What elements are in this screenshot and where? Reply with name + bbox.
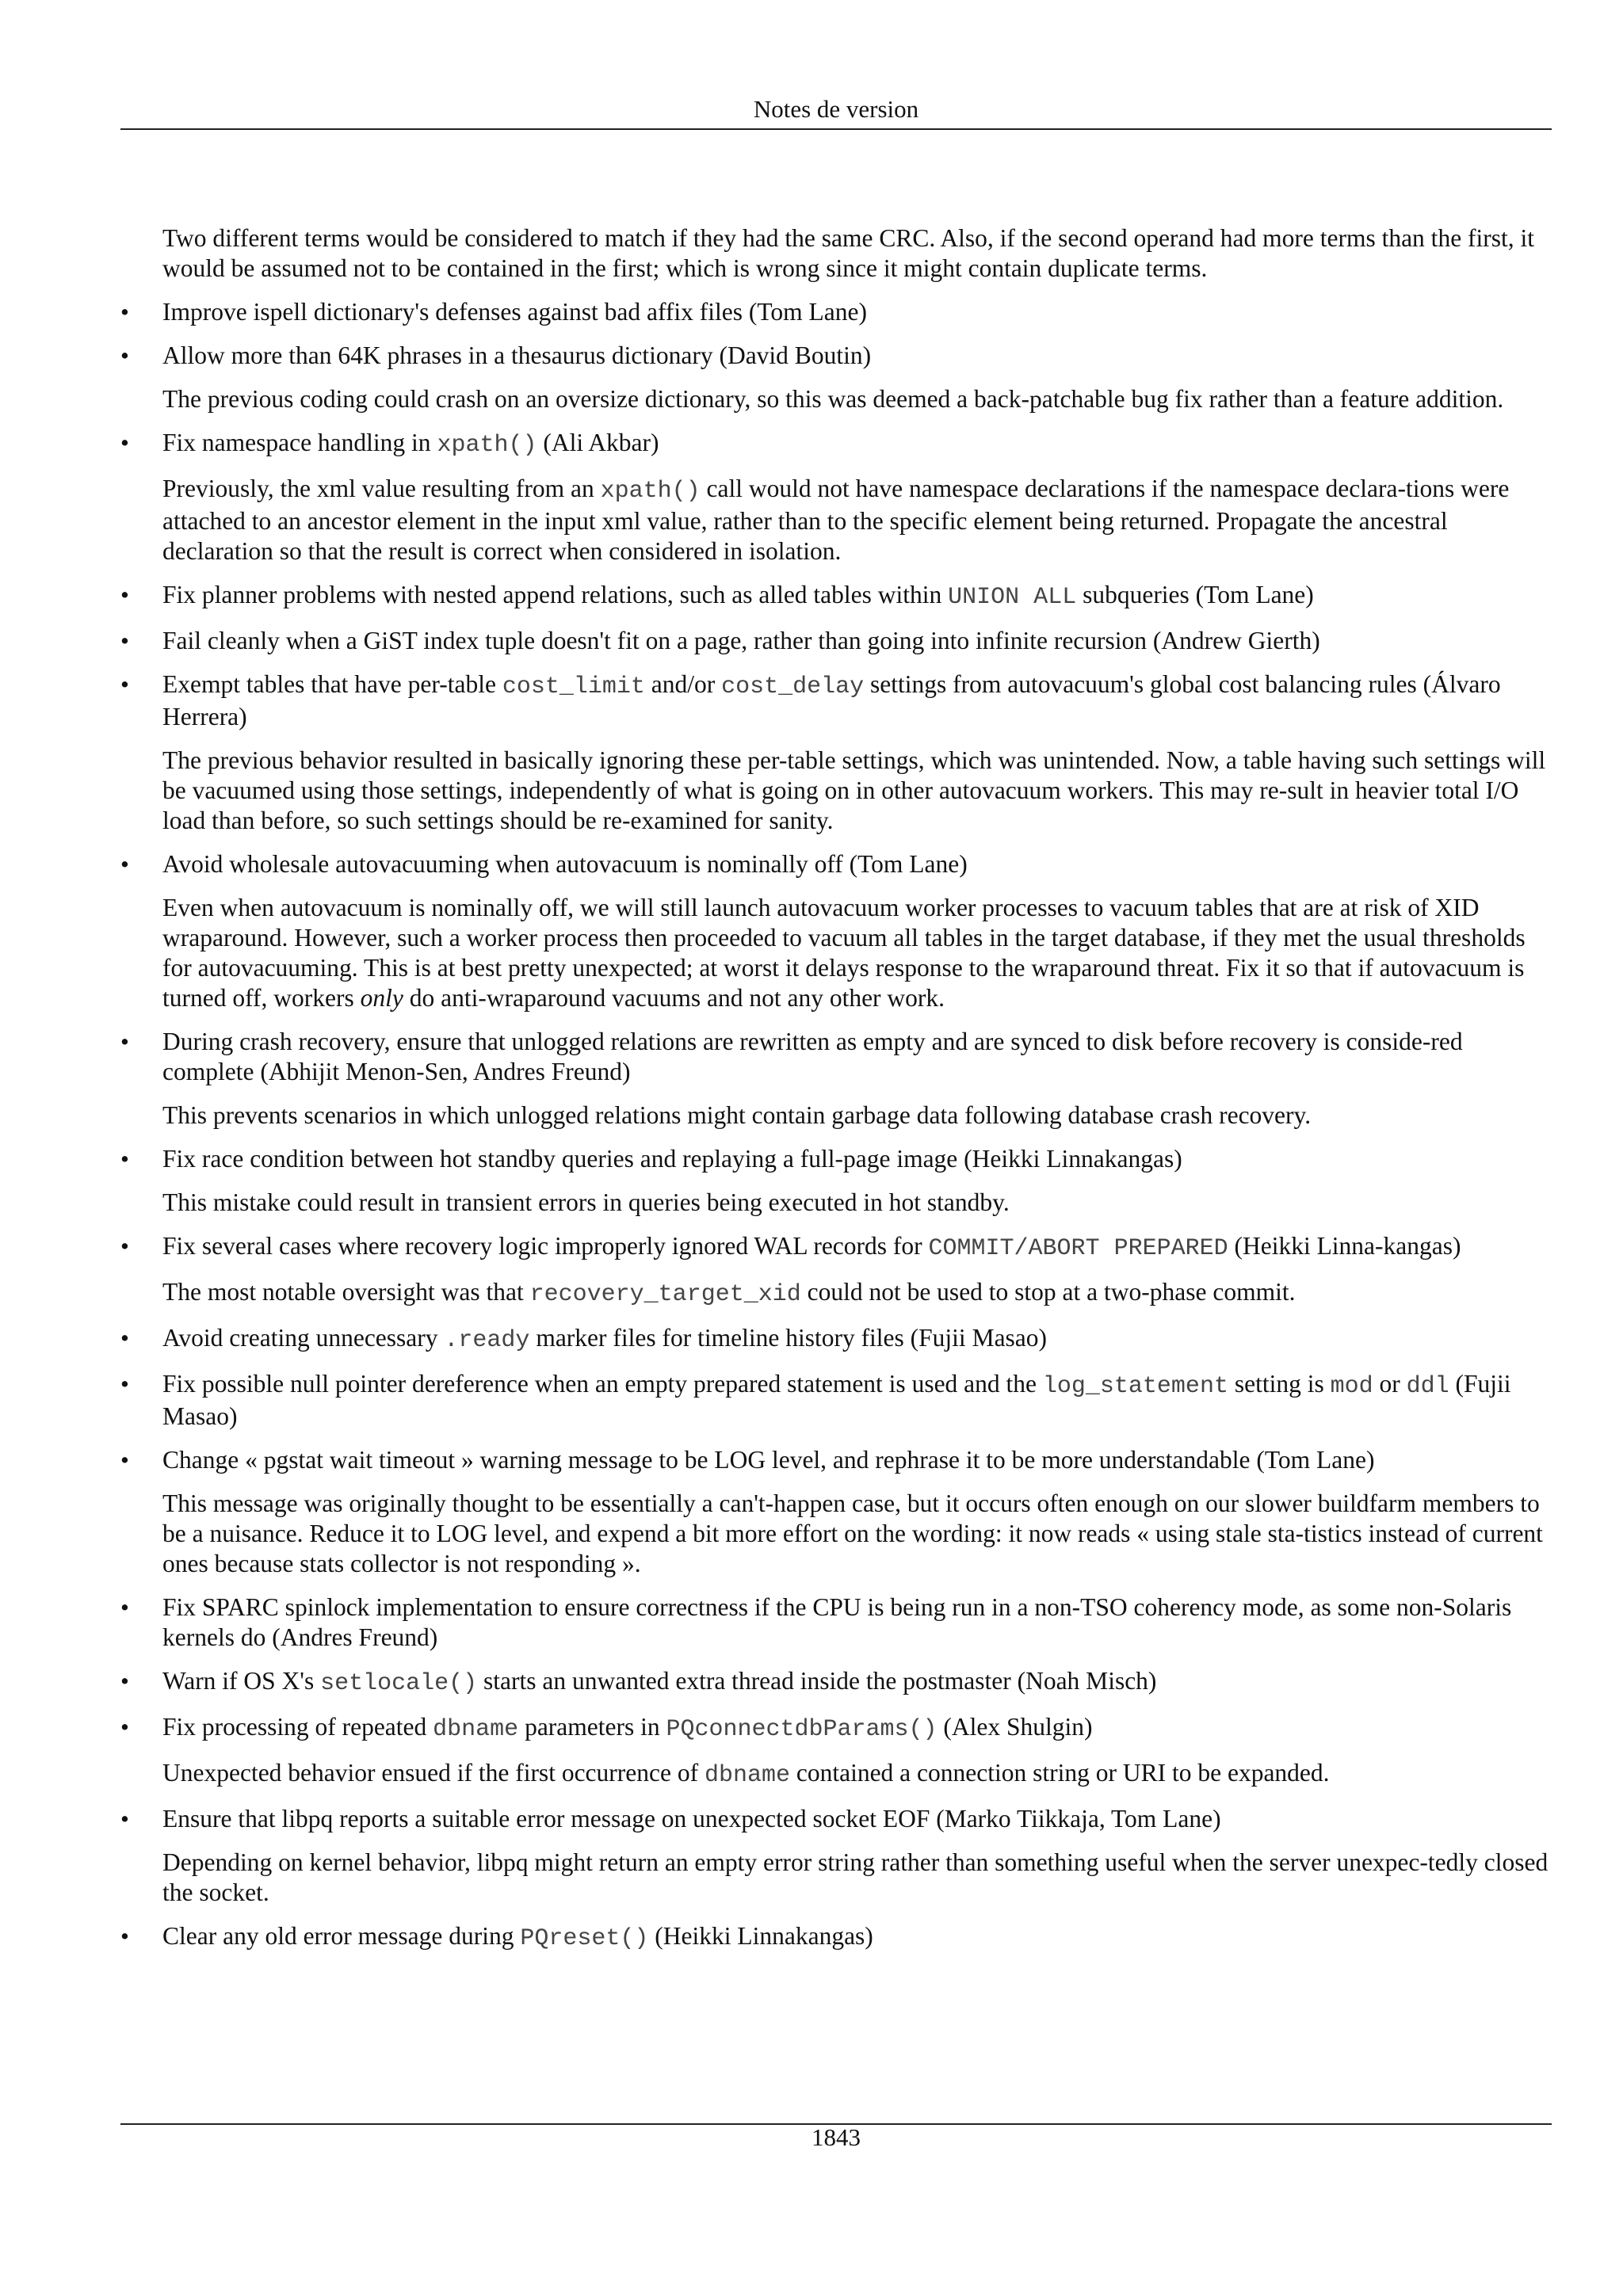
- code-literal: cost_limit: [502, 673, 645, 700]
- code-literal: PQconnectdbParams(): [666, 1716, 938, 1743]
- code-literal: dbname: [433, 1716, 519, 1743]
- bullet-item: [120, 1445, 1552, 1475]
- text-run: or: [1373, 1370, 1407, 1398]
- entry-text: [162, 223, 1552, 284]
- entry-text: [162, 669, 1552, 732]
- entry-text: [162, 849, 1552, 879]
- entry-text: [162, 1804, 1552, 1834]
- bullet-marker: •: [120, 1145, 129, 1173]
- text-run: This mistake could result in transient errors in queries being executed in hot standby.: [162, 1188, 1010, 1216]
- bullet-marker: •: [120, 341, 129, 369]
- bullet-item: [120, 1921, 1552, 1954]
- text-run: Fix race condition between hot standby queries and replaying a full-page image (Heikki Linnakangas): [162, 1145, 1182, 1173]
- text-run: The previous coding could crash on an oversize dictionary, so this was deemed a back-patchable bug fix rather than a feature addition.: [162, 385, 1504, 413]
- text-run: (Ali Akbar): [537, 429, 659, 456]
- entry-text: [162, 893, 1552, 1013]
- text-run: starts an unwanted extra thread inside the postmaster (Noah Misch): [477, 1667, 1157, 1695]
- code-literal: .ready: [444, 1327, 530, 1354]
- bullet-item: [120, 1712, 1552, 1745]
- text-run: setting is: [1228, 1370, 1331, 1398]
- text-run: Improve ispell dictionary's defenses against bad affix files (Tom Lane): [162, 298, 867, 326]
- bullet-item: [120, 1592, 1552, 1653]
- paragraph: [120, 1758, 1552, 1791]
- bullet-marker: •: [120, 1667, 129, 1695]
- bullet-item: [120, 1027, 1552, 1087]
- paragraph: [120, 1489, 1552, 1579]
- paragraph: [120, 1188, 1552, 1218]
- bullet-item: [120, 297, 1552, 327]
- text-run: Fix SPARC spinlock implementation to ensure correctness if the CPU is being run in a non-TSO coherency mode, as some non-Solaris kernels do (Andres Freund): [162, 1593, 1512, 1651]
- page-title: Notes de version: [753, 95, 919, 123]
- bullet-item: [120, 1323, 1552, 1356]
- entry-text: [162, 1489, 1552, 1579]
- emphasis: only: [360, 984, 403, 1012]
- entry-text: [162, 626, 1552, 656]
- text-run: Allow more than 64K phrases in a thesaurus dictionary (David Boutin): [162, 341, 872, 369]
- text-run: parameters in: [518, 1713, 666, 1741]
- entry-text: [162, 341, 1552, 371]
- text-run: Previously, the xml value resulting from an: [162, 475, 601, 502]
- text-run: Avoid wholesale autovacuuming when autovacuum is nominally off (Tom Lane): [162, 850, 968, 878]
- text-run: Clear any old error message during: [162, 1922, 521, 1950]
- bullet-marker: •: [120, 429, 129, 456]
- paragraph: [120, 1848, 1552, 1908]
- entry-text: [162, 1231, 1552, 1264]
- entry-text: [162, 1188, 1552, 1218]
- text-run: marker files for timeline history files (Fujii Masao): [529, 1324, 1048, 1352]
- code-literal: COMMIT/ABORT PREPARED: [928, 1235, 1228, 1262]
- text-run: Unexpected behavior ensued if the first occurrence of: [162, 1759, 705, 1787]
- text-run: Exempt tables that have per-table: [162, 670, 502, 698]
- bullet-item: [120, 1231, 1552, 1264]
- bullet-item: [120, 428, 1552, 460]
- text-run: Even when autovacuum is nominally off, we will still launch autovacuum worker processes to vacuum tables that are at risk of XID wraparound. However, such a worker process then proceeded to vacuum all tables in the target database, if they met the usual thresholds for autovacuuming. This is at best pretty unexpected; at worst it delays response to the wraparound threat. Fix it so that if autovacuum is turned off, workers: [162, 894, 1526, 1012]
- text-run: Fix planner problems with nested append relations, such as alled tables within: [162, 581, 949, 608]
- bullet-marker: •: [120, 1805, 129, 1833]
- entry-text: [162, 746, 1552, 836]
- bullet-item: [120, 669, 1552, 732]
- code-literal: dbname: [704, 1762, 790, 1789]
- bullet-item: [120, 849, 1552, 879]
- code-literal: mod: [1330, 1373, 1373, 1400]
- paragraph: [120, 1100, 1552, 1131]
- paragraph: [120, 746, 1552, 836]
- bullet-marker: •: [120, 1370, 129, 1398]
- entry-text: [162, 1758, 1552, 1791]
- entry-text: [162, 1100, 1552, 1131]
- code-literal: ddl: [1406, 1373, 1449, 1400]
- page-header: [120, 92, 1552, 127]
- bullet-item: [120, 580, 1552, 612]
- text-run: subqueries (Tom Lane): [1076, 581, 1314, 608]
- entry-text: [162, 1323, 1552, 1356]
- bullet-marker: •: [120, 1713, 129, 1741]
- code-literal: recovery_target_xid: [529, 1281, 801, 1308]
- text-run: do anti-wraparound vacuums and not any other work.: [403, 984, 945, 1012]
- code-literal: PQreset(): [520, 1925, 649, 1952]
- bullet-item: [120, 1666, 1552, 1699]
- text-run: Fix several cases where recovery logic improperly ignored WAL records for: [162, 1232, 929, 1260]
- paragraph: [120, 384, 1552, 414]
- text-run: contained a connection string or URI to be expanded.: [789, 1759, 1330, 1787]
- text-run: The most notable oversight was that: [162, 1278, 530, 1306]
- bullet-item: [120, 341, 1552, 371]
- entry-text: [162, 428, 1552, 460]
- text-run: could not be used to stop at a two-phase commit.: [800, 1278, 1296, 1306]
- text-run: and/or: [644, 670, 722, 698]
- text-run: Warn if OS X's: [162, 1667, 321, 1695]
- paragraph: [120, 474, 1552, 566]
- text-run: Fix processing of repeated: [162, 1713, 433, 1741]
- entry-text: [162, 384, 1552, 414]
- text-run: (Heikki Linna-kangas): [1228, 1232, 1461, 1260]
- header-rule: [120, 128, 1552, 130]
- entry-text: [162, 1712, 1552, 1745]
- text-run: Ensure that libpq reports a suitable error message on unexpected socket EOF (Marko Tiikkaja, Tom Lane): [162, 1805, 1221, 1833]
- bullet-marker: •: [120, 581, 129, 608]
- code-literal: UNION ALL: [948, 584, 1077, 611]
- text-run: Fix namespace handling in: [162, 429, 437, 456]
- bullet-item: [120, 1804, 1552, 1834]
- bullet-marker: •: [120, 670, 129, 698]
- entry-text: [162, 1848, 1552, 1908]
- code-literal: log_statement: [1042, 1373, 1228, 1400]
- bullet-marker: •: [120, 1922, 129, 1950]
- entry-text: [162, 1445, 1552, 1475]
- entry-text: [162, 1027, 1552, 1087]
- bullet-item: [120, 1369, 1552, 1432]
- release-notes-content: [120, 223, 1552, 1967]
- code-literal: xpath(): [600, 478, 701, 505]
- bullet-item: [120, 626, 1552, 656]
- entry-text: [162, 474, 1552, 566]
- text-run: Change « pgstat wait timeout » warning message to be LOG level, and rephrase it to be more understandable (Tom Lane): [162, 1446, 1375, 1474]
- entry-text: [162, 1592, 1552, 1653]
- bullet-marker: •: [120, 850, 129, 878]
- bullet-item: [120, 1144, 1552, 1174]
- text-run: settings from autovacuum's global cost balancing rules (Álvaro Herrera): [162, 670, 1501, 730]
- bullet-marker: •: [120, 298, 129, 326]
- text-run: This message was originally thought to be essentially a can't-happen case, but it occurs often enough on our slower buildfarm members to be a nuisance. Reduce it to LOG level, and expend a bit more effort on the wording: it now reads « using stale sta-tistics instead of current ones because stats collector is not responding ».: [162, 1489, 1543, 1577]
- text-run: Fail cleanly when a GiST index tuple doesn't fit on a page, rather than going into infinite recursion (Andrew Gierth): [162, 627, 1320, 654]
- bullet-marker: •: [120, 1446, 129, 1474]
- page-number: 1843: [812, 2123, 861, 2151]
- entry-text: [162, 297, 1552, 327]
- bullet-marker: •: [120, 1232, 129, 1260]
- code-literal: cost_delay: [721, 673, 865, 700]
- text-run: Two different terms would be considered to match if they had the same CRC. Also, if the second operand had more terms than the first, it would be assumed not to be contained in the first; which is wrong since it might contain duplicate terms.: [162, 224, 1535, 282]
- text-run: call would not have namespace declarations if the namespace declara-tions were attached to an ancestor element in the input xml value, rather than to the specific element being returned. Propagate the ancestral declaration so that the result is correct when considered in isolation.: [162, 475, 1510, 565]
- text-run: The previous behavior resulted in basically ignoring these per-table settings, which was unintended. Now, a table having such settings will be vacuumed using those settings, independently of what is going on in other autovacuum workers. This may re-sult in heavier total I/O load than before, so such settings should be re-examined for sanity.: [162, 746, 1546, 834]
- entry-text: [162, 580, 1552, 612]
- entry-text: [162, 1144, 1552, 1174]
- text-run: This prevents scenarios in which unlogged relations might contain garbage data following database crash recovery.: [162, 1101, 1312, 1129]
- entry-text: [162, 1369, 1552, 1432]
- paragraph: [120, 1277, 1552, 1310]
- text-run: During crash recovery, ensure that unlogged relations are rewritten as empty and are synced to disk before recovery is conside-red complete (Abhijit Menon-Sen, Andres Freund): [162, 1028, 1463, 1085]
- paragraph: [120, 223, 1552, 284]
- bullet-marker: •: [120, 1593, 129, 1621]
- page-footer: [120, 2120, 1552, 2155]
- entry-text: [162, 1277, 1552, 1310]
- text-run: (Alex Shulgin): [937, 1713, 1093, 1741]
- text-run: Avoid creating unnecessary: [162, 1324, 445, 1352]
- code-literal: xpath(): [437, 432, 537, 459]
- text-run: (Heikki Linnakangas): [648, 1922, 873, 1950]
- text-run: (Fujii Masao): [162, 1370, 1511, 1430]
- text-run: Fix possible null pointer dereference when an empty prepared statement is used and the: [162, 1370, 1043, 1398]
- bullet-marker: •: [120, 627, 129, 654]
- text-run: Depending on kernel behavior, libpq might return an empty error string rather than something useful when the server unexpec-tedly closed the socket.: [162, 1848, 1549, 1906]
- bullet-marker: •: [120, 1028, 129, 1055]
- bullet-marker: •: [120, 1324, 129, 1352]
- entry-text: [162, 1921, 1552, 1954]
- paragraph: [120, 893, 1552, 1013]
- entry-text: [162, 1666, 1552, 1699]
- code-literal: setlocale(): [320, 1670, 478, 1697]
